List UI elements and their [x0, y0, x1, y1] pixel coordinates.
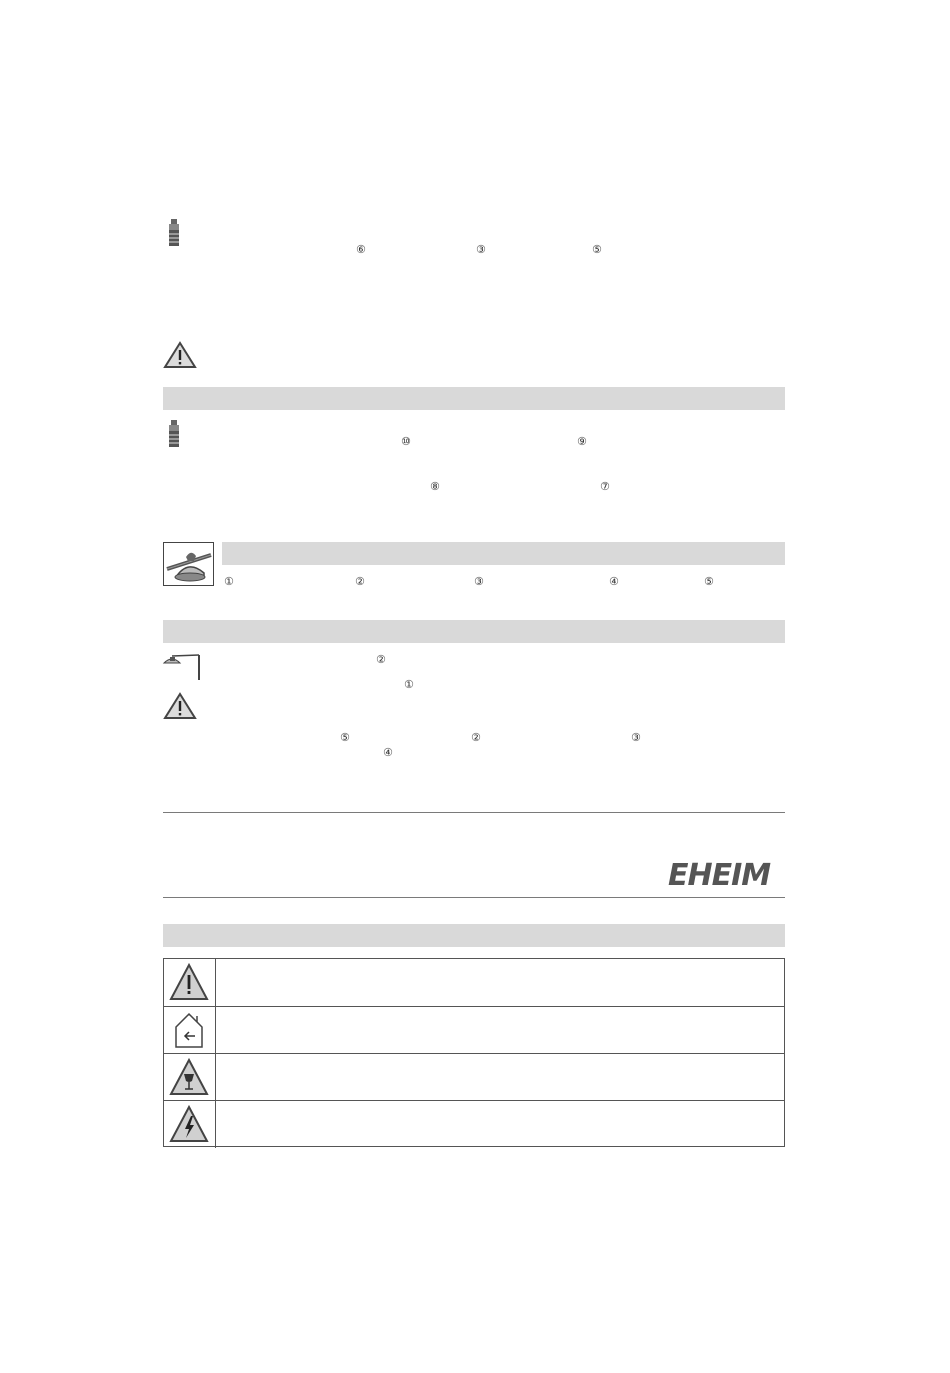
filter-cartridge-icon	[166, 218, 182, 248]
aquarium-mount-icon	[162, 651, 202, 681]
callout-7: ⑦	[600, 480, 610, 493]
callout-6: ⑥	[356, 243, 366, 256]
legend-row	[164, 1006, 784, 1054]
divider	[163, 897, 785, 898]
callout-1: ①	[224, 575, 234, 588]
eheim-logo: EHEIM	[668, 858, 771, 893]
filter-cartridge-icon	[166, 419, 182, 449]
section-header-bar	[163, 387, 785, 410]
legend-icon-cell	[164, 1101, 216, 1148]
warning-icon	[163, 341, 197, 369]
electric-hazard-icon	[164, 1101, 214, 1147]
callout-3: ③	[476, 243, 486, 256]
legend-icon-cell	[164, 1054, 216, 1101]
callout-3: ③	[631, 731, 641, 744]
callout-5: ⑤	[704, 575, 714, 588]
indoor-use-icon	[164, 1007, 214, 1053]
suction-cup-figure-box	[163, 542, 214, 586]
warning-icon	[163, 692, 197, 720]
callout-8: ⑧	[430, 480, 440, 493]
legend-row	[164, 959, 784, 1006]
legend-icon-cell	[164, 959, 216, 1006]
callout-9: ⑨	[577, 435, 587, 448]
callout-5: ⑤	[340, 731, 350, 744]
symbol-legend-table	[163, 958, 785, 1147]
divider	[163, 812, 785, 813]
legend-row	[164, 1053, 784, 1101]
callout-2: ②	[376, 653, 386, 666]
callout-2: ②	[355, 575, 365, 588]
legend-row	[164, 1100, 784, 1148]
callout-4: ④	[383, 746, 393, 759]
callout-4: ④	[609, 575, 619, 588]
suction-cup-icon	[164, 543, 213, 585]
callout-2: ②	[471, 731, 481, 744]
fragile-glass-icon	[164, 1054, 214, 1100]
callout-1: ①	[404, 678, 414, 691]
callout-10: ⑩	[401, 435, 411, 448]
legend-icon-cell	[164, 1007, 216, 1054]
legend-header-bar	[163, 924, 785, 947]
callout-5: ⑤	[592, 243, 602, 256]
warning-icon	[164, 959, 214, 1005]
callout-3: ③	[474, 575, 484, 588]
section-header-bar	[222, 542, 785, 565]
section-header-bar	[163, 620, 785, 643]
